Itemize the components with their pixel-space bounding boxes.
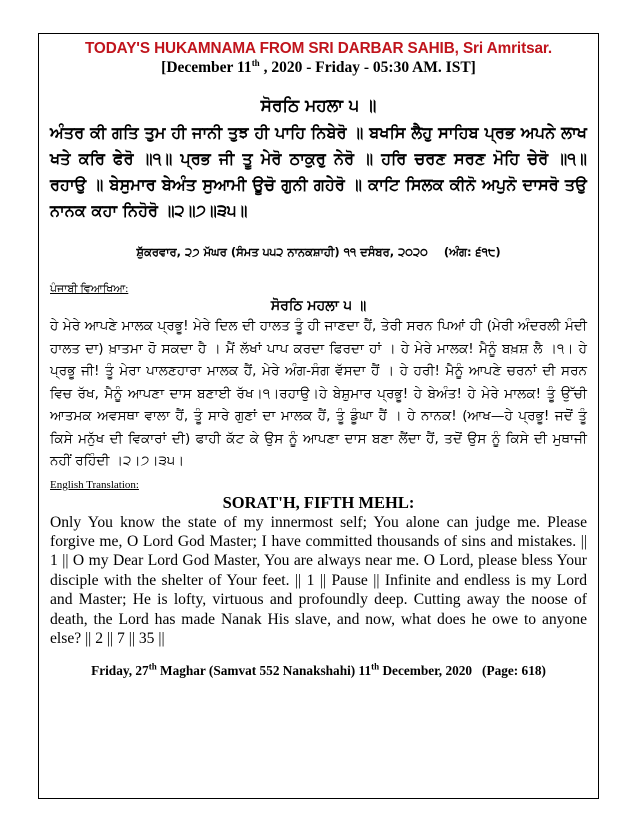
header-date-prefix: [December 11	[161, 59, 252, 76]
footer-day-sup: th	[148, 661, 157, 672]
gurbani-text: ਅੰਤਰ ਕੀ ਗਤਿ ਤੁਮ ਹੀ ਜਾਨੀ ਤੁਝ ਹੀ ਪਾਹਿ ਨਿਬੇਰੋ ॥ ਬਖਸਿ ਲੈਹੁ ਸਾਹਿਬ ਪ੍ਰਭ ਅਪਨੇ ਲਾਖ ਖਤੇ ਕਰਿ ਫੇਰੋ ॥੧॥ ਪ੍ਰਭ ਜੀ ਤੂ ਮੇਰੋ ਠਾਕੁਰੁ ਨੇਰੋ ॥ ਹਰਿ ਚਰਣ ਸਰਣ ਮੋਹਿ ਚੇਰੋ ॥੧॥ ਰਹਾਉ ॥ ਬੇਸੁਮਾਰ ਬੇਅੰਤ ਸੁਆਮੀ ਊਚੋ ਗੁਨੀ ਗਹੇਰੋ ॥ ਕਾਟਿ ਸਿਲਕ ਕੀਨੋ ਅਪੁਨੋ ਦਾਸਰੋ ਤਉ ਨਾਨਕ ਕਹਾ ਨਿਹੋਰੋ ॥੨॥੭॥੩੫॥	[50, 123, 587, 220]
title-text: TODAY'S HUKAMNAMA FROM SRI DARBAR SAHIB,	[84, 40, 459, 57]
page-title	[50, 40, 587, 58]
gurbani-heading: ਸੋਰਠਿ ਮਹਲਾ ੫ ॥	[260, 96, 377, 116]
hukamnama-frame	[38, 33, 599, 799]
punjabi-text: ਹੇ ਮੇਰੇ ਆਪਣੇ ਮਾਲਕ ਪ੍ਰਭੂ! ਮੇਰੇ ਦਿਲ ਦੀ ਹਾਲਤ ਤੂੰ ਹੀ ਜਾਣਦਾ ਹੈਂ, ਤੇਰੀ ਸਰਨ ਪਿਆਂ ਹੀ (ਮੇਰੀ ਅੰਦਰਲੀ ਮੰਦੀ ਹਾਲਤ ਦਾ) ਖ਼ਾਤਮਾ ਹੋ ਸਕਦਾ ਹੈ । ਮੈਂ ਲੱਖਾਂ ਪਾਪ ਕਰਦਾ ਫਿਰਦਾ ਹਾਂ । ਹੇ ਮੇਰੇ ਮਾਲਕ! ਮੈਨੂੰ ਬਖ਼ਸ਼ ਲੈ ।੧। ਹੇ ਪ੍ਰਭੂ ਜੀ! ਤੂੰ ਮੇਰਾ ਪਾਲਣਹਾਰਾ ਮਾਲਕ ਹੈਂ, ਮੇਰੇ ਅੰਗ-ਸੰਗ ਵੱਸਦਾ ਹੈਂ । ਹੇ ਹਰੀ! ਮੈਨੂੰ ਆਪਣੇ ਚਰਨਾਂ ਦੀ ਸਰਨ ਵਿਚ ਰੱਖ, ਮੈਨੂੰ ਆਪਣਾ ਦਾਸ ਬਣਾਈ ਰੱਖ।੧।ਰਹਾਉ।ਹੇ ਬੇਸ਼ੁਮਾਰ ਪ੍ਰਭੂ! ਹੇ ਬੇਅੰਤ! ਹੇ ਮੇਰੇ ਮਾਲਕ! ਤੂੰ ਉੱਚੀ ਆਤਮਕ ਅਵਸਥਾ ਵਾਲਾ ਹੈਂ, ਤੂੰ ਸਾਰੇ ਗੁਣਾਂ ਦਾ ਮਾਲਕ ਹੈਂ, ਤੂੰ ਡੂੰਘਾ ਹੈਂ । ਹੇ ਨਾਨਕ! (ਆਖ—ਹੇ ਪ੍ਰਭੂ! ਜਦੋਂ ਤੂੰ ਕਿਸੇ ਮਨੁੱਖ ਦੀ ਵਿਕਾਰਾਂ ਦੀ) ਫਾਹੀ ਕੱਟ ਕੇ ਉਸ ਨੂੰ ਆਪਣਾ ਦਾਸ ਬਣਾ ਲੈਂਦਾ ਹੈਂ, ਤਦੋਂ ਉਸ ਨੂੰ ਕਿਸੇ ਦੀ ਮੁਥਾਜੀ ਨਹੀਂ ਰਹਿੰਦੀ ।੨।੭।੩੫।	[50, 318, 587, 469]
header-date-suffix: , 2020 - Friday - 05:30 AM. IST]	[259, 59, 476, 76]
english-label: English Translation:	[50, 478, 139, 491]
header-date-sup: th	[251, 57, 260, 68]
footer-page: (Page: 618)	[482, 663, 546, 679]
footer-year: December, 2020	[379, 663, 473, 679]
english-heading: SORAT'H, FIFTH MEHL:	[222, 492, 415, 512]
punjabi-heading: ਸੋਰਠਿ ਮਹਲਾ ੫ ॥	[270, 298, 367, 314]
title-location: Sri Amritsar.	[458, 40, 553, 57]
punjabi-label: ਪੰਜਾਬੀ ਵਿਆਖਿਆ:	[50, 283, 129, 295]
gurbani-date-line	[50, 245, 587, 260]
header-date	[50, 59, 587, 77]
gurbani-ang: (ਅੰਗ: ੬੧੮)	[443, 245, 501, 259]
footer-date-sup: th	[371, 661, 380, 672]
english-text: Only You know the state of my innermost self; You alone can judge me. Please forgive me, O Lord God Master; I have committed thousands of sins and mistakes. || 1 || O my Dear Lord God Master, You are always near me. O Lord, please bless Your disciple with the shelter of Your feet. || 1 || Pause || Infinite and endless is my Lord and Master; He is lofty, virtuous and profoundly deep. Cutting away the noose of death, the Lord has made Nanak His slave, and now, what does he owe to anyone else? || 2 || 7 || 35 ||	[50, 513, 587, 647]
footer-day: Friday, 27	[91, 663, 149, 679]
footer-date	[50, 663, 587, 679]
footer-month: Maghar (Samvat 552 Nanakshahi) 11	[156, 663, 372, 679]
gurbani-date: ਸ਼ੁੱਕਰਵਾਰ, ੨੭ ਮੱਘਰ (ਸੰਮਤ ੫੫੨ ਨਾਨਕਸ਼ਾਹੀ) ੧੧ ਦਸੰਬਰ, ੨੦੨੦	[136, 245, 428, 259]
